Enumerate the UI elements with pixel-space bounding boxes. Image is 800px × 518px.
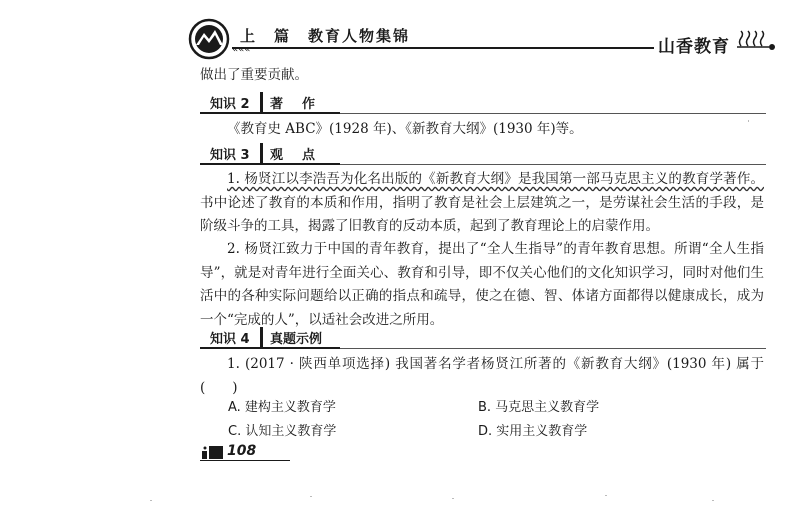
works-line: 《教育史 ABC》(1928 年)、《新教育大纲》(1930 年)等。 bbox=[227, 121, 583, 137]
page-marker-icon bbox=[202, 446, 224, 459]
highlighted-sentence: 1. 杨贤江以李浩吾为化名出版的《新教育大纲》是我国第一部马克思主义的教育学著作。 bbox=[227, 171, 764, 187]
scan-speck bbox=[748, 120, 749, 122]
section-exam-examples bbox=[200, 327, 766, 349]
viewpoint-paragraph-1 bbox=[200, 168, 764, 239]
scan-speck bbox=[712, 500, 714, 501]
viewpoint-paragraph-2: 2. 杨贤江致力于中国的青年教育，提出了“全人生指导”的青年教育思想。所谓“全人生指导”，就是对青年进行全面关心、教育和引导，即不仅关心他们的文化知识学习，同时对他们生活中的各种实际问题给以正确的指点和疏导，使之在德、智、体诸方面都得以健康成长，成为一个“完成的人”，以适社会改进之所用。 bbox=[200, 241, 764, 328]
steam-icon bbox=[737, 30, 769, 48]
header-dot bbox=[769, 44, 775, 50]
section-rule-bold bbox=[200, 347, 340, 349]
scan-speck bbox=[310, 496, 312, 497]
section-title: 著 作 bbox=[270, 97, 319, 112]
section-title: 真题示例 bbox=[270, 332, 323, 347]
paragraph-text: 书中论述了教育的本质和作用，指明了教育是社会上层建筑之一，是劳谋社会生活的手段，是阶级斗争的工具，揭露了旧教育的反动本质，起到了教育理论上的启蒙作用。 bbox=[200, 194, 764, 234]
section-rule-bold bbox=[200, 163, 340, 165]
option-c: C. 认知主义教育学 bbox=[228, 424, 337, 439]
section-viewpoints bbox=[200, 143, 766, 165]
section-divider bbox=[260, 92, 263, 114]
chapter-header: 上 篇 教育人物集锦 bbox=[240, 27, 411, 45]
section-title: 观 点 bbox=[270, 148, 319, 163]
section-works bbox=[200, 92, 766, 114]
option-a: A. 建构主义教育学 bbox=[228, 400, 336, 415]
page-footer bbox=[200, 442, 290, 464]
section-rule-bold bbox=[200, 112, 340, 114]
scan-speck bbox=[150, 500, 152, 501]
brand-name: 山香教育 bbox=[658, 37, 730, 57]
section-tag: 知识 2 bbox=[210, 97, 250, 112]
header-rule bbox=[232, 47, 654, 49]
footer-rule bbox=[200, 460, 290, 461]
scan-speck bbox=[452, 498, 454, 499]
header-chevrons-icon: ««« bbox=[232, 44, 251, 55]
question-stem: 1. (2017 · 陕西单项选择) 我国著名学者杨贤江所著的《新教育大纲》(1930 年) 属于( ) bbox=[200, 356, 764, 396]
page-number: 108 bbox=[227, 443, 257, 459]
intro-line: 做出了重要贡献。 bbox=[200, 67, 308, 83]
section-divider bbox=[260, 143, 263, 165]
section-divider bbox=[260, 327, 263, 349]
option-d: D. 实用主义教育学 bbox=[478, 424, 588, 439]
option-b: B. 马克思主义教育学 bbox=[478, 400, 600, 415]
publisher-logo-icon bbox=[188, 18, 230, 60]
section-tag: 知识 4 bbox=[210, 332, 250, 347]
scan-speck bbox=[605, 495, 607, 496]
section-tag: 知识 3 bbox=[210, 148, 250, 163]
